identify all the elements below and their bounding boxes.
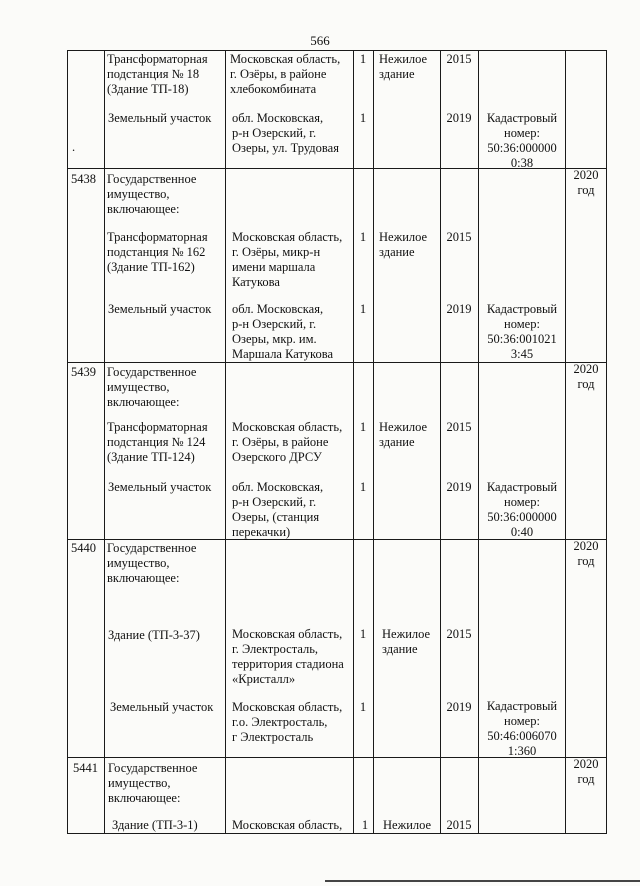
row-number: 5439: [71, 365, 96, 379]
land-address: обл. Московская, р-н Озерский, г. Озеры, (станция перекачки): [232, 480, 324, 539]
period: 2020 год: [573, 168, 599, 197]
object-address: Московская область, г. Озёры, в районе хлебокомбината: [230, 52, 341, 96]
margin-dot: .: [72, 140, 76, 154]
object-year: 2015: [446, 818, 472, 832]
object-address: Московская область,: [232, 818, 343, 832]
land-quantity: 1: [359, 111, 367, 125]
row-number: 5441: [73, 761, 98, 775]
row-number: 5438: [71, 172, 96, 186]
object-name: Здание (ТП-3-1): [112, 818, 198, 832]
scan-edge-line: [325, 880, 640, 882]
object-year: 2015: [446, 420, 472, 434]
row-number: 5440: [71, 541, 96, 555]
land-address: Московская область, г.о. Электросталь, г Электросталь: [232, 700, 343, 744]
object-type: Нежилое здание: [379, 230, 428, 259]
object-address: Московская область, г. Озёры, микр-н имени маршала Катукова: [232, 230, 343, 289]
cadastral-note: Кадастровый номер: 50:36:000000 0:38: [486, 111, 558, 170]
object-name: Трансформаторная подстанция № 124 (Здание ТП-124): [107, 420, 208, 464]
land-year: 2019: [446, 302, 472, 316]
object-type: Нежилое здание: [379, 52, 428, 81]
page-number: 566: [310, 33, 330, 48]
land-name: Земельный участок: [108, 302, 212, 316]
land-quantity: 1: [359, 480, 367, 494]
object-year: 2015: [446, 52, 472, 66]
object-quantity: 1: [361, 818, 369, 832]
object-year: 2015: [446, 627, 472, 641]
object-quantity: 1: [359, 420, 367, 434]
land-name: Земельный участок: [108, 480, 212, 494]
land-year: 2019: [446, 111, 472, 125]
land-quantity: 1: [359, 700, 367, 714]
land-name: Земельный участок: [108, 111, 212, 125]
land-year: 2019: [446, 700, 472, 714]
object-quantity: 1: [359, 627, 367, 641]
object-address: Московская область, г. Озёры, в районе Озерского ДРСУ: [232, 420, 343, 464]
object-type: Нежилое: [383, 818, 432, 832]
object-type: Нежилое здание: [382, 627, 431, 656]
cadastral-note: Кадастровый номер: 50:36:000000 0:40: [486, 480, 558, 539]
group-heading: Государственное имущество, включающее:: [107, 365, 197, 409]
period: 2020 год: [573, 362, 599, 391]
object-name: Трансформаторная подстанция № 18 (Здание ТП-18): [107, 52, 208, 96]
group-heading: Государственное имущество, включающее:: [108, 761, 198, 805]
object-name: Трансформаторная подстанция № 162 (Здание ТП-162): [107, 230, 208, 274]
object-address: Московская область, г. Электросталь, территория стадиона «Кристалл»: [232, 627, 344, 686]
object-quantity: 1: [359, 52, 367, 66]
period: 2020 год: [573, 539, 599, 568]
group-heading: Государственное имущество, включающее:: [107, 541, 197, 585]
land-quantity: 1: [359, 302, 367, 316]
land-address: обл. Московская, р-н Озерский, г. Озеры, мкр. им. Маршала Катукова: [232, 302, 334, 361]
object-quantity: 1: [359, 230, 367, 244]
cadastral-note: Кадастровый номер: 50:46:006070 1:360: [486, 699, 558, 758]
land-name: Земельный участок: [110, 700, 214, 714]
object-name: Здание (ТП-3-37): [108, 628, 200, 642]
land-address: обл. Московская, р-н Озерский, г. Озеры, ул. Трудовая: [232, 111, 339, 155]
group-heading: Государственное имущество, включающее:: [107, 172, 197, 216]
object-type: Нежилое здание: [379, 420, 428, 449]
period: 2020 год: [573, 757, 599, 786]
object-year: 2015: [446, 230, 472, 244]
land-year: 2019: [446, 480, 472, 494]
cadastral-note: Кадастровый номер: 50:36:001021 3:45: [486, 302, 558, 361]
